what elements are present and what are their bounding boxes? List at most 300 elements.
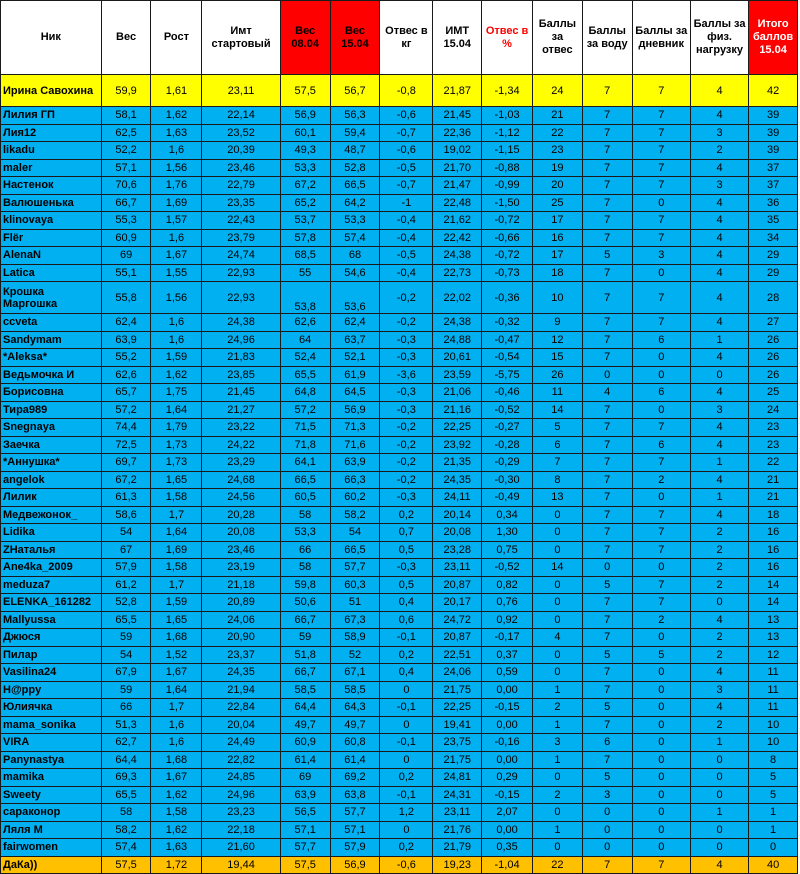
cell-points-exercise[interactable]: 2 — [690, 576, 748, 594]
cell-total-points[interactable]: 8 — [749, 751, 798, 769]
cell-total-points[interactable]: 42 — [749, 75, 798, 107]
cell-nick[interactable]: Ведьмочка И — [1, 366, 102, 384]
cell-nick[interactable]: Snegnaya — [1, 419, 102, 437]
cell-nick[interactable]: Лилия ГП — [1, 107, 102, 125]
cell-points-water[interactable]: 7 — [582, 229, 632, 247]
cell-nick[interactable]: Mallyussa — [1, 611, 102, 629]
cell-height[interactable]: 1,7 — [151, 506, 202, 524]
cell-total-points[interactable]: 5 — [749, 769, 798, 787]
cell-bmi-start[interactable]: 20,89 — [202, 594, 280, 612]
cell-points-diary[interactable]: 7 — [632, 594, 690, 612]
cell-weight[interactable]: 66 — [101, 699, 151, 717]
cell-bmi-start[interactable]: 24,49 — [202, 734, 280, 752]
cell-bmi-1504[interactable]: 24,06 — [433, 664, 482, 682]
cell-weight[interactable]: 58,2 — [101, 821, 151, 839]
cell-weight-1504[interactable]: 61,4 — [330, 751, 380, 769]
cell-points-water[interactable]: 7 — [582, 264, 632, 282]
cell-points-water[interactable]: 7 — [582, 107, 632, 125]
cell-total-points[interactable]: 1 — [749, 804, 798, 822]
cell-loss-percent[interactable]: -0,73 — [482, 264, 533, 282]
cell-bmi-start[interactable]: 23,11 — [202, 75, 280, 107]
cell-loss-kg[interactable]: 0,5 — [380, 576, 433, 594]
cell-points-diary[interactable]: 0 — [632, 786, 690, 804]
cell-weight[interactable]: 57,4 — [101, 839, 151, 857]
cell-height[interactable]: 1,72 — [151, 856, 202, 874]
cell-weight-1504[interactable]: 67,1 — [330, 664, 380, 682]
cell-weight-1504[interactable]: 56,9 — [330, 401, 380, 419]
cell-height[interactable]: 1,62 — [151, 366, 202, 384]
cell-loss-kg[interactable]: 0,4 — [380, 594, 433, 612]
cell-weight[interactable]: 70,6 — [101, 177, 151, 195]
cell-weight-0804[interactable]: 57,5 — [280, 75, 330, 107]
cell-loss-kg[interactable]: 0,6 — [380, 611, 433, 629]
cell-total-points[interactable]: 13 — [749, 629, 798, 647]
cell-points-loss[interactable]: 0 — [532, 576, 582, 594]
cell-loss-kg[interactable]: -0,8 — [380, 75, 433, 107]
cell-loss-kg[interactable]: -0,1 — [380, 629, 433, 647]
cell-weight[interactable]: 59 — [101, 629, 151, 647]
cell-height[interactable]: 1,64 — [151, 401, 202, 419]
cell-bmi-1504[interactable]: 21,45 — [433, 107, 482, 125]
cell-points-loss[interactable]: 1 — [532, 821, 582, 839]
cell-points-water[interactable]: 0 — [582, 804, 632, 822]
cell-points-water[interactable]: 7 — [582, 471, 632, 489]
cell-total-points[interactable]: 10 — [749, 734, 798, 752]
cell-points-exercise[interactable]: 4 — [690, 506, 748, 524]
cell-weight-1504[interactable]: 58,9 — [330, 629, 380, 647]
cell-weight-0804[interactable]: 53,3 — [280, 159, 330, 177]
cell-bmi-1504[interactable]: 22,02 — [433, 282, 482, 314]
header-bmi-start[interactable]: Имт стартовый — [202, 1, 280, 75]
cell-nick[interactable]: Тира989 — [1, 401, 102, 419]
cell-weight-1504[interactable]: 48,7 — [330, 142, 380, 160]
cell-height[interactable]: 1,7 — [151, 699, 202, 717]
cell-weight-0804[interactable]: 57,8 — [280, 229, 330, 247]
cell-weight-0804[interactable]: 57,2 — [280, 401, 330, 419]
cell-weight-1504[interactable]: 53,3 — [330, 212, 380, 230]
cell-weight-1504[interactable]: 71,3 — [330, 419, 380, 437]
cell-points-diary[interactable]: 0 — [632, 716, 690, 734]
cell-total-points[interactable]: 26 — [749, 349, 798, 367]
header-weight-0804[interactable]: Вес 08.04 — [280, 1, 330, 75]
cell-height[interactable]: 1,76 — [151, 177, 202, 195]
cell-points-diary[interactable]: 7 — [632, 107, 690, 125]
cell-points-exercise[interactable]: 2 — [690, 559, 748, 577]
cell-points-exercise[interactable]: 4 — [690, 159, 748, 177]
cell-height[interactable]: 1,73 — [151, 436, 202, 454]
header-total-points[interactable]: Итого баллов 15.04 — [749, 1, 798, 75]
cell-weight-0804[interactable]: 53,3 — [280, 524, 330, 542]
cell-points-diary[interactable]: 3 — [632, 247, 690, 265]
cell-loss-kg[interactable]: -0,6 — [380, 107, 433, 125]
cell-loss-kg[interactable]: -0,2 — [380, 419, 433, 437]
cell-points-water[interactable]: 6 — [582, 734, 632, 752]
cell-points-exercise[interactable]: 0 — [690, 839, 748, 857]
cell-points-exercise[interactable]: 0 — [690, 769, 748, 787]
cell-nick[interactable]: ELENKA_161282 — [1, 594, 102, 612]
cell-points-water[interactable]: 4 — [582, 384, 632, 402]
cell-points-diary[interactable]: 0 — [632, 194, 690, 212]
cell-nick[interactable]: Ирина Савохина — [1, 75, 102, 107]
cell-points-water[interactable]: 7 — [582, 594, 632, 612]
cell-loss-kg[interactable]: -0,7 — [380, 177, 433, 195]
header-points-water[interactable]: Баллы за воду — [582, 1, 632, 75]
cell-bmi-start[interactable]: 20,04 — [202, 716, 280, 734]
cell-bmi-1504[interactable]: 22,51 — [433, 646, 482, 664]
cell-nick[interactable]: Sweety — [1, 786, 102, 804]
cell-nick[interactable]: ZНаталья — [1, 541, 102, 559]
cell-points-diary[interactable]: 6 — [632, 384, 690, 402]
cell-weight[interactable]: 54 — [101, 524, 151, 542]
cell-points-loss[interactable]: 0 — [532, 541, 582, 559]
cell-loss-kg[interactable]: 0,7 — [380, 524, 433, 542]
cell-weight-0804[interactable]: 60,1 — [280, 124, 330, 142]
cell-nick[interactable]: Lidika — [1, 524, 102, 542]
cell-points-loss[interactable]: 0 — [532, 524, 582, 542]
cell-points-diary[interactable]: 0 — [632, 734, 690, 752]
cell-height[interactable]: 1,6 — [151, 142, 202, 160]
cell-points-diary[interactable]: 7 — [632, 506, 690, 524]
cell-points-exercise[interactable]: 4 — [690, 664, 748, 682]
cell-points-loss[interactable]: 14 — [532, 401, 582, 419]
cell-loss-kg[interactable]: 0 — [380, 681, 433, 699]
cell-nick[interactable]: angelok — [1, 471, 102, 489]
cell-weight-0804[interactable]: 59,8 — [280, 576, 330, 594]
cell-bmi-start[interactable]: 21,94 — [202, 681, 280, 699]
cell-points-water[interactable]: 7 — [582, 716, 632, 734]
cell-bmi-start[interactable]: 23,35 — [202, 194, 280, 212]
cell-points-diary[interactable]: 7 — [632, 524, 690, 542]
cell-loss-kg[interactable]: -0,4 — [380, 264, 433, 282]
cell-points-exercise[interactable]: 2 — [690, 524, 748, 542]
cell-nick[interactable]: Лия12 — [1, 124, 102, 142]
cell-loss-kg[interactable]: -0,6 — [380, 856, 433, 874]
cell-bmi-1504[interactable]: 21,16 — [433, 401, 482, 419]
cell-bmi-1504[interactable]: 22,73 — [433, 264, 482, 282]
cell-weight-0804[interactable]: 71,5 — [280, 419, 330, 437]
cell-total-points[interactable]: 23 — [749, 436, 798, 454]
cell-loss-percent[interactable]: -1,34 — [482, 75, 533, 107]
cell-points-water[interactable]: 0 — [582, 839, 632, 857]
cell-weight[interactable]: 51,3 — [101, 716, 151, 734]
cell-weight-0804[interactable]: 60,9 — [280, 734, 330, 752]
cell-points-exercise[interactable]: 4 — [690, 384, 748, 402]
cell-height[interactable]: 1,64 — [151, 681, 202, 699]
cell-total-points[interactable]: 18 — [749, 506, 798, 524]
cell-bmi-1504[interactable]: 23,75 — [433, 734, 482, 752]
cell-loss-kg[interactable]: -0,2 — [380, 454, 433, 472]
cell-nick[interactable]: Пилар — [1, 646, 102, 664]
cell-points-loss[interactable]: 2 — [532, 699, 582, 717]
cell-bmi-start[interactable]: 21,83 — [202, 349, 280, 367]
cell-bmi-start[interactable]: 24,85 — [202, 769, 280, 787]
cell-bmi-start[interactable]: 23,29 — [202, 454, 280, 472]
cell-points-exercise[interactable]: 3 — [690, 124, 748, 142]
cell-points-exercise[interactable]: 4 — [690, 436, 748, 454]
cell-weight-0804[interactable]: 64,8 — [280, 384, 330, 402]
cell-weight-1504[interactable]: 60,2 — [330, 489, 380, 507]
cell-loss-kg[interactable]: 0,2 — [380, 646, 433, 664]
cell-loss-percent[interactable]: -0,47 — [482, 331, 533, 349]
cell-bmi-start[interactable]: 22,82 — [202, 751, 280, 769]
cell-total-points[interactable]: 40 — [749, 856, 798, 874]
cell-height[interactable]: 1,52 — [151, 646, 202, 664]
cell-bmi-1504[interactable]: 19,02 — [433, 142, 482, 160]
cell-points-exercise[interactable]: 1 — [690, 489, 748, 507]
cell-bmi-start[interactable]: 24,35 — [202, 664, 280, 682]
cell-bmi-1504[interactable]: 22,42 — [433, 229, 482, 247]
cell-loss-kg[interactable]: -0,7 — [380, 124, 433, 142]
cell-bmi-start[interactable]: 23,22 — [202, 419, 280, 437]
cell-height[interactable]: 1,58 — [151, 804, 202, 822]
cell-loss-percent[interactable]: 0,00 — [482, 821, 533, 839]
cell-bmi-1504[interactable]: 24,72 — [433, 611, 482, 629]
cell-points-diary[interactable]: 7 — [632, 177, 690, 195]
cell-weight[interactable]: 55,3 — [101, 212, 151, 230]
cell-loss-kg[interactable]: 0,2 — [380, 506, 433, 524]
cell-points-loss[interactable]: 26 — [532, 366, 582, 384]
cell-loss-percent[interactable]: 0,37 — [482, 646, 533, 664]
cell-points-water[interactable]: 7 — [582, 282, 632, 314]
cell-weight-0804[interactable]: 53,7 — [280, 212, 330, 230]
cell-nick[interactable]: H@ppy — [1, 681, 102, 699]
cell-points-water[interactable]: 7 — [582, 401, 632, 419]
cell-weight-1504[interactable]: 56,7 — [330, 75, 380, 107]
cell-points-loss[interactable]: 0 — [532, 506, 582, 524]
header-height[interactable]: Рост — [151, 1, 202, 75]
cell-loss-kg[interactable]: -0,3 — [380, 349, 433, 367]
cell-nick[interactable]: Vasilina24 — [1, 664, 102, 682]
cell-weight[interactable]: 57,2 — [101, 401, 151, 419]
cell-points-loss[interactable]: 12 — [532, 331, 582, 349]
cell-points-exercise[interactable]: 4 — [690, 247, 748, 265]
cell-points-diary[interactable]: 7 — [632, 159, 690, 177]
cell-bmi-1504[interactable]: 21,62 — [433, 212, 482, 230]
cell-loss-kg[interactable]: -0,1 — [380, 734, 433, 752]
cell-total-points[interactable]: 0 — [749, 839, 798, 857]
header-loss-kg[interactable]: Отвес в кг — [380, 1, 433, 75]
cell-bmi-start[interactable]: 20,39 — [202, 142, 280, 160]
cell-points-loss[interactable]: 22 — [532, 124, 582, 142]
cell-total-points[interactable]: 16 — [749, 524, 798, 542]
cell-points-diary[interactable]: 0 — [632, 769, 690, 787]
cell-height[interactable]: 1,68 — [151, 751, 202, 769]
cell-weight-1504[interactable]: 62,4 — [330, 314, 380, 332]
cell-bmi-1504[interactable]: 21,47 — [433, 177, 482, 195]
cell-nick[interactable]: Лилик — [1, 489, 102, 507]
cell-total-points[interactable]: 23 — [749, 419, 798, 437]
cell-points-water[interactable]: 5 — [582, 576, 632, 594]
cell-loss-kg[interactable]: -3,6 — [380, 366, 433, 384]
cell-loss-percent[interactable]: -5,75 — [482, 366, 533, 384]
cell-points-water[interactable]: 7 — [582, 124, 632, 142]
cell-loss-percent[interactable]: -0,72 — [482, 212, 533, 230]
cell-points-diary[interactable]: 0 — [632, 349, 690, 367]
cell-total-points[interactable]: 21 — [749, 471, 798, 489]
header-loss-percent[interactable]: Отвес в % — [482, 1, 533, 75]
cell-points-exercise[interactable]: 4 — [690, 611, 748, 629]
cell-points-water[interactable]: 7 — [582, 611, 632, 629]
cell-loss-percent[interactable]: 0,29 — [482, 769, 533, 787]
cell-points-loss[interactable]: 0 — [532, 804, 582, 822]
cell-loss-percent[interactable]: -0,16 — [482, 734, 533, 752]
cell-nick[interactable]: Валюшенька — [1, 194, 102, 212]
cell-height[interactable]: 1,62 — [151, 821, 202, 839]
cell-total-points[interactable]: 11 — [749, 699, 798, 717]
cell-height[interactable]: 1,57 — [151, 212, 202, 230]
cell-points-exercise[interactable]: 0 — [690, 786, 748, 804]
cell-nick[interactable]: VIRA — [1, 734, 102, 752]
cell-points-exercise[interactable]: 1 — [690, 734, 748, 752]
cell-weight-0804[interactable]: 64 — [280, 331, 330, 349]
cell-total-points[interactable]: 24 — [749, 401, 798, 419]
cell-weight-0804[interactable]: 53,8 — [280, 282, 330, 314]
cell-loss-kg[interactable]: -0,6 — [380, 142, 433, 160]
cell-weight-0804[interactable]: 66,7 — [280, 611, 330, 629]
cell-weight-0804[interactable]: 66,7 — [280, 664, 330, 682]
header-bmi-1504[interactable]: ИМТ 15.04 — [433, 1, 482, 75]
cell-weight-0804[interactable]: 56,5 — [280, 804, 330, 822]
cell-total-points[interactable]: 39 — [749, 107, 798, 125]
cell-bmi-1504[interactable]: 20,87 — [433, 629, 482, 647]
cell-points-water[interactable]: 7 — [582, 436, 632, 454]
cell-nick[interactable]: AlenaN — [1, 247, 102, 265]
cell-height[interactable]: 1,59 — [151, 349, 202, 367]
cell-bmi-1504[interactable]: 24,38 — [433, 314, 482, 332]
cell-weight-0804[interactable]: 57,1 — [280, 821, 330, 839]
cell-nick[interactable]: Заечка — [1, 436, 102, 454]
cell-points-exercise[interactable]: 4 — [690, 314, 748, 332]
cell-weight-0804[interactable]: 66 — [280, 541, 330, 559]
cell-weight[interactable]: 67,9 — [101, 664, 151, 682]
cell-loss-kg[interactable]: 0 — [380, 716, 433, 734]
cell-bmi-start[interactable]: 24,96 — [202, 786, 280, 804]
cell-bmi-1504[interactable]: 20,17 — [433, 594, 482, 612]
cell-loss-kg[interactable]: -0,3 — [380, 331, 433, 349]
cell-weight[interactable]: 55,8 — [101, 282, 151, 314]
cell-weight[interactable]: 72,5 — [101, 436, 151, 454]
cell-weight-0804[interactable]: 52,4 — [280, 349, 330, 367]
cell-points-diary[interactable]: 0 — [632, 401, 690, 419]
cell-points-exercise[interactable]: 0 — [690, 821, 748, 839]
cell-points-loss[interactable]: 1 — [532, 716, 582, 734]
cell-bmi-1504[interactable]: 21,75 — [433, 681, 482, 699]
cell-total-points[interactable]: 14 — [749, 594, 798, 612]
cell-points-diary[interactable]: 6 — [632, 436, 690, 454]
cell-nick[interactable]: likadu — [1, 142, 102, 160]
cell-bmi-1504[interactable]: 21,79 — [433, 839, 482, 857]
cell-weight-1504[interactable]: 66,5 — [330, 177, 380, 195]
cell-points-diary[interactable]: 7 — [632, 142, 690, 160]
cell-height[interactable]: 1,65 — [151, 471, 202, 489]
cell-bmi-start[interactable]: 21,27 — [202, 401, 280, 419]
cell-total-points[interactable]: 29 — [749, 264, 798, 282]
cell-points-exercise[interactable]: 4 — [690, 282, 748, 314]
cell-points-loss[interactable]: 4 — [532, 629, 582, 647]
cell-bmi-start[interactable]: 23,23 — [202, 804, 280, 822]
cell-weight-0804[interactable]: 61,4 — [280, 751, 330, 769]
cell-nick[interactable]: Ane4ka_2009 — [1, 559, 102, 577]
cell-points-water[interactable]: 5 — [582, 699, 632, 717]
cell-loss-kg[interactable]: 1,2 — [380, 804, 433, 822]
cell-bmi-start[interactable]: 23,37 — [202, 646, 280, 664]
cell-points-diary[interactable]: 2 — [632, 611, 690, 629]
cell-points-water[interactable]: 0 — [582, 559, 632, 577]
cell-weight-0804[interactable]: 50,6 — [280, 594, 330, 612]
cell-loss-percent[interactable]: -1,50 — [482, 194, 533, 212]
cell-points-loss[interactable]: 1 — [532, 681, 582, 699]
cell-points-loss[interactable]: 6 — [532, 436, 582, 454]
cell-bmi-start[interactable]: 23,79 — [202, 229, 280, 247]
cell-nick[interactable]: Ляля М — [1, 821, 102, 839]
cell-bmi-1504[interactable]: 22,25 — [433, 419, 482, 437]
cell-height[interactable]: 1,68 — [151, 629, 202, 647]
cell-weight-0804[interactable]: 58 — [280, 506, 330, 524]
cell-weight[interactable]: 74,4 — [101, 419, 151, 437]
cell-weight-1504[interactable]: 57,9 — [330, 839, 380, 857]
cell-bmi-1504[interactable]: 22,25 — [433, 699, 482, 717]
cell-bmi-start[interactable]: 21,45 — [202, 384, 280, 402]
cell-height[interactable]: 1,63 — [151, 839, 202, 857]
cell-bmi-start[interactable]: 22,93 — [202, 264, 280, 282]
cell-nick[interactable]: ДаКа)) — [1, 856, 102, 874]
cell-points-exercise[interactable]: 2 — [690, 629, 748, 647]
cell-loss-kg[interactable]: -0,4 — [380, 212, 433, 230]
cell-bmi-1504[interactable]: 24,81 — [433, 769, 482, 787]
cell-weight[interactable]: 62,7 — [101, 734, 151, 752]
cell-points-loss[interactable]: 8 — [532, 471, 582, 489]
cell-loss-kg[interactable]: -0,5 — [380, 159, 433, 177]
cell-height[interactable]: 1,58 — [151, 489, 202, 507]
cell-points-loss[interactable]: 10 — [532, 282, 582, 314]
cell-nick[interactable]: Latica — [1, 264, 102, 282]
cell-weight-0804[interactable]: 57,5 — [280, 856, 330, 874]
cell-points-water[interactable]: 5 — [582, 247, 632, 265]
cell-points-diary[interactable]: 0 — [632, 681, 690, 699]
cell-loss-percent[interactable]: -1,04 — [482, 856, 533, 874]
cell-points-loss[interactable]: 9 — [532, 314, 582, 332]
header-points-loss[interactable]: Баллы за отвес — [532, 1, 582, 75]
cell-weight-1504[interactable]: 64,5 — [330, 384, 380, 402]
cell-height[interactable]: 1,79 — [151, 419, 202, 437]
cell-total-points[interactable]: 29 — [749, 247, 798, 265]
cell-points-diary[interactable]: 0 — [632, 751, 690, 769]
header-weight[interactable]: Вес — [101, 1, 151, 75]
cell-loss-percent[interactable]: -1,15 — [482, 142, 533, 160]
cell-loss-kg[interactable]: -0,3 — [380, 559, 433, 577]
cell-bmi-1504[interactable]: 23,59 — [433, 366, 482, 384]
cell-total-points[interactable]: 13 — [749, 611, 798, 629]
cell-weight-0804[interactable]: 58 — [280, 559, 330, 577]
cell-points-exercise[interactable]: 3 — [690, 401, 748, 419]
cell-points-water[interactable]: 0 — [582, 366, 632, 384]
cell-points-diary[interactable]: 7 — [632, 419, 690, 437]
header-points-diary[interactable]: Баллы за дневник — [632, 1, 690, 75]
cell-bmi-start[interactable]: 22,14 — [202, 107, 280, 125]
cell-points-diary[interactable]: 7 — [632, 541, 690, 559]
cell-weight[interactable]: 58 — [101, 804, 151, 822]
cell-loss-kg[interactable]: -0,5 — [380, 247, 433, 265]
cell-bmi-start[interactable]: 22,43 — [202, 212, 280, 230]
cell-points-loss[interactable]: 17 — [532, 247, 582, 265]
cell-weight[interactable]: 65,7 — [101, 384, 151, 402]
cell-loss-kg[interactable]: -0,2 — [380, 282, 433, 314]
cell-points-water[interactable]: 7 — [582, 75, 632, 107]
cell-bmi-start[interactable]: 20,08 — [202, 524, 280, 542]
cell-weight[interactable]: 66,7 — [101, 194, 151, 212]
cell-bmi-start[interactable]: 22,79 — [202, 177, 280, 195]
cell-loss-percent[interactable]: 0,59 — [482, 664, 533, 682]
